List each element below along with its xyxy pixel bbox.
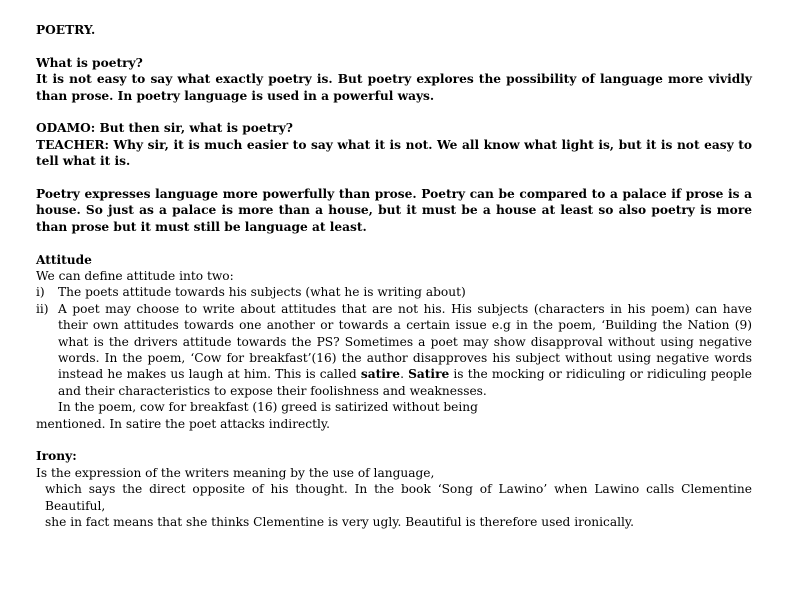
dialogue-teacher: TEACHER: Why sir, it is much easier to say what it is not. We all know what light is, but it is not easy to tell what it is. <box>36 137 752 169</box>
irony-line-1: Is the expression of the writers meaning by the use of language, <box>36 465 435 480</box>
attitude-tail: mentioned. In satire the poet attacks indirectly. <box>36 416 330 431</box>
page-title: POETRY. <box>36 23 96 37</box>
satire-term: satire <box>360 367 401 382</box>
attitude-list-item-1 <box>36 284 752 300</box>
attitude-intro: We can define attitude into two: <box>36 269 234 284</box>
attitude-list-item-2 <box>36 301 752 399</box>
list-number: i) <box>36 285 45 300</box>
list-item-text: The poets attitude towards his subjects (what he is writing about) <box>58 285 466 300</box>
irony-line-3: she in fact means that she thinks Clementine is very ugly. Beautiful is therefore used ironically. <box>45 515 635 530</box>
paragraph-palace-house: Poetry expresses language more powerfully than prose. Poetry can be compared to a palace if prose is a house. So just as a palace is more than a house, but it must be a house at least so also poetry is more than prose but it must still be language at least. <box>36 187 752 234</box>
satire-term-2: Satire <box>408 367 450 382</box>
section-body-what-is-poetry: It is not easy to say what exactly poetry is. But poetry explores the possibility of language more vividly than prose. In poetry language is used in a powerful ways. <box>36 72 752 103</box>
dialogue-odamo: ODAMO: But then sir, what is poetry? <box>36 121 293 136</box>
list-item-text: A poet may choose to write about attitudes that are not his. His subjects (characters in his poem) can have their own attitudes towards one another or towards a certain issue e.g in the poem, ‘Building the Nation (9) what is the drivers attitude towards the PS? Sometimes a poet may show disapproval without using negative words. In the poem, ‘Cow for breakfast’(16) the author disapproves his subject without using negative words instead he makes us laugh at him. This is called satire. Satire is the mocking or ridiculing or ridiculing people and their characteristics to expose their foolishness and weaknesses. <box>58 301 753 398</box>
attitude-item-2-continuation: In the poem, cow for breakfast (16) greed is satirized without being <box>58 400 478 415</box>
section-heading-attitude: Attitude <box>36 252 92 267</box>
section-heading-what-is-poetry: What is poetry? <box>36 55 143 70</box>
document-content <box>36 22 752 531</box>
irony-line-2: which says the direct opposite of his thought. In the book ‘Song of Lawino’ when Lawino calls Clementine Beautiful, <box>45 482 752 513</box>
section-heading-irony: Irony: <box>36 449 77 464</box>
list-number: ii) <box>36 301 49 316</box>
